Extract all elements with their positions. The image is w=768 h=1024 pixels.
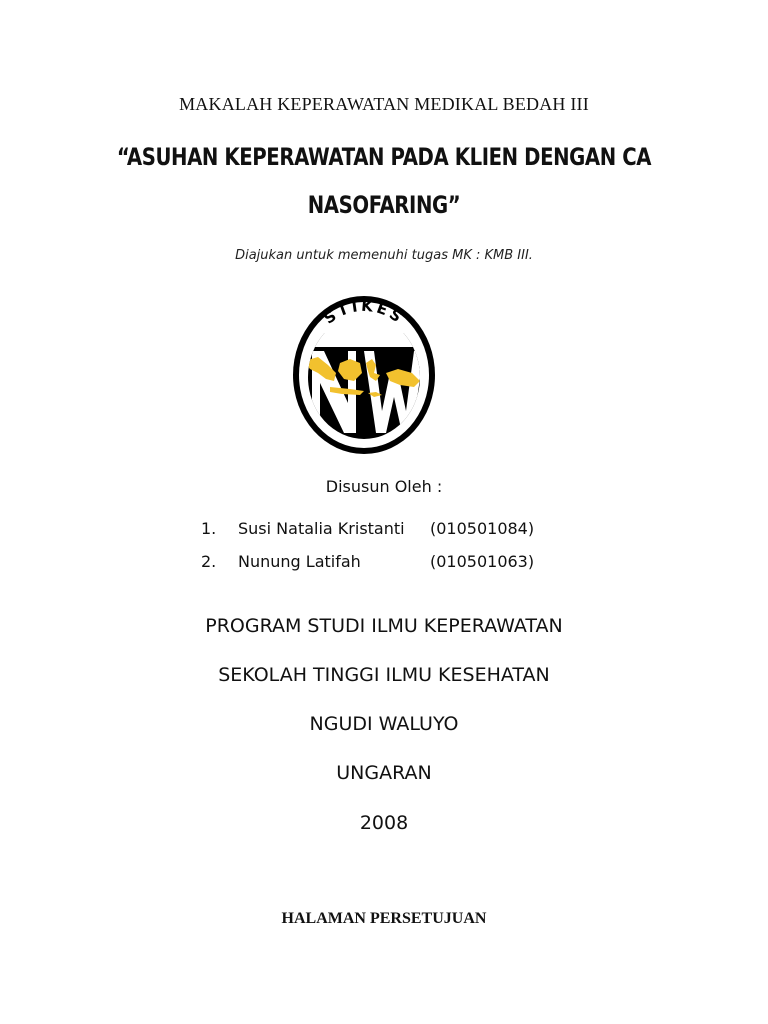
logo-stikes-text: STIKES <box>320 296 408 328</box>
author-number: 2. <box>201 552 217 571</box>
institution-school: SEKOLAH TINGGI ILMU KESEHATAN <box>218 664 550 686</box>
subtitle: Diajukan untuk memenuhi tugas MK : KMB III. <box>235 248 533 263</box>
author-number: 1. <box>201 519 217 538</box>
main-title-line-2: NASOFARING” <box>307 191 461 219</box>
institution-year: 2008 <box>359 812 409 834</box>
institution-name: NGUDI WALUYO <box>309 713 459 735</box>
prepared-by-label: Disusun Oleh : <box>325 477 443 496</box>
institution-program: PROGRAM STUDI ILMU KEPERAWATAN <box>205 615 563 637</box>
institution-city: UNGARAN <box>336 762 432 784</box>
author-nim: (010501084) <box>430 519 535 538</box>
main-title-line-1: “ASUHAN KEPERAWATAN PADA KLIEN DENGAN CA <box>116 143 652 171</box>
next-page-heading: HALAMAN PERSETUJUAN <box>281 910 487 927</box>
stikes-logo <box>290 293 438 457</box>
author-row <box>201 552 561 574</box>
author-name: Nunung Latifah <box>238 552 361 571</box>
author-nim: (010501063) <box>430 552 535 571</box>
author-row <box>201 519 561 541</box>
course-title: MAKALAH KEPERAWATAN MEDIKAL BEDAH III <box>179 94 589 114</box>
author-name: Susi Natalia Kristanti <box>238 519 405 538</box>
